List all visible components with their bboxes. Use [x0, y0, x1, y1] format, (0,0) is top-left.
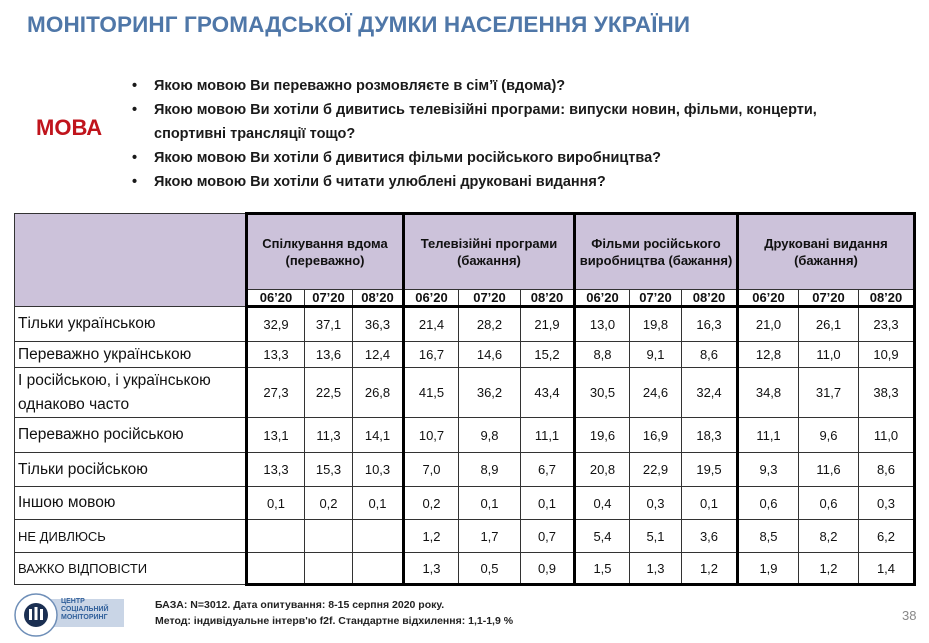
question-item: • Якою мовою Ви переважно розмовляєте в сім’ї (вдома)?: [130, 74, 834, 98]
group-header-films: Фільми російського виробництва (бажання): [575, 214, 738, 290]
value-cell: 16,7: [404, 342, 459, 368]
period-header: 07’20: [459, 290, 521, 307]
value-cell: 0,1: [682, 487, 738, 520]
value-cell: 5,4: [575, 520, 630, 553]
period-header: 07’20: [799, 290, 859, 307]
value-cell: 27,3: [247, 368, 305, 418]
row-label: Тільки українською: [15, 307, 247, 342]
value-cell: 16,9: [630, 418, 682, 453]
value-cell: 8,9: [459, 453, 521, 487]
period-header: 06’20: [404, 290, 459, 307]
period-header: 06’20: [738, 290, 799, 307]
value-cell: 43,4: [521, 368, 575, 418]
period-header: 08’20: [682, 290, 738, 307]
group-header-home: Спілкування вдома (переважно): [247, 214, 404, 290]
value-cell: 22,9: [630, 453, 682, 487]
method-note: Метод: індивідуальне інтерв'ю f2f. Стандартне відхилення: 1,1-1,9 %: [155, 615, 514, 627]
value-cell: 34,8: [738, 368, 799, 418]
value-cell: 8,5: [738, 520, 799, 553]
value-cell: 9,3: [738, 453, 799, 487]
value-cell: 1,7: [459, 520, 521, 553]
value-cell: 19,5: [682, 453, 738, 487]
value-cell: 15,2: [521, 342, 575, 368]
value-cell: 0,5: [459, 553, 521, 585]
value-cell: 13,3: [247, 342, 305, 368]
value-cell: 0,9: [521, 553, 575, 585]
row-label: Іншою мовою: [15, 487, 247, 520]
table-row: [15, 418, 915, 453]
value-cell: 11,3: [305, 418, 353, 453]
value-cell: 0,3: [859, 487, 915, 520]
value-cell: 9,6: [799, 418, 859, 453]
value-cell: 36,2: [459, 368, 521, 418]
value-cell: 1,2: [799, 553, 859, 585]
value-cell: 18,3: [682, 418, 738, 453]
value-cell: 11,0: [859, 418, 915, 453]
table-row: [15, 487, 915, 520]
question-item: • Якою мовою Ви хотіли б читати улюблені друковані видання?: [130, 170, 834, 194]
value-cell: 32,9: [247, 307, 305, 342]
value-cell: 10,7: [404, 418, 459, 453]
value-cell: 8,6: [682, 342, 738, 368]
slide-title: МОНІТОРИНГ ГРОМАДСЬКОЇ ДУМКИ НАСЕЛЕННЯ УКРАЇНИ: [27, 12, 691, 37]
value-cell: 16,3: [682, 307, 738, 342]
row-label: Переважно українською: [15, 342, 247, 368]
value-cell: 10,3: [353, 453, 404, 487]
value-cell: 22,5: [305, 368, 353, 418]
value-cell: 0,2: [404, 487, 459, 520]
value-cell: 9,8: [459, 418, 521, 453]
value-cell: 1,3: [404, 553, 459, 585]
value-cell: [305, 520, 353, 553]
value-cell: 26,8: [353, 368, 404, 418]
value-cell: 15,3: [305, 453, 353, 487]
topic-label: МОВА: [36, 115, 103, 140]
value-cell: 7,0: [404, 453, 459, 487]
value-cell: 31,7: [799, 368, 859, 418]
table-row: [15, 453, 915, 487]
value-cell: 0,3: [630, 487, 682, 520]
value-cell: 11,1: [738, 418, 799, 453]
period-header: 06’20: [575, 290, 630, 307]
value-cell: [353, 553, 404, 585]
value-cell: 32,4: [682, 368, 738, 418]
value-cell: 36,3: [353, 307, 404, 342]
table-body: [15, 307, 915, 585]
value-cell: 0,2: [305, 487, 353, 520]
value-cell: 26,1: [799, 307, 859, 342]
value-cell: 11,6: [799, 453, 859, 487]
value-cell: 41,5: [404, 368, 459, 418]
table-row: [15, 520, 915, 553]
value-cell: 9,1: [630, 342, 682, 368]
bullet-icon: •: [132, 78, 138, 94]
value-cell: [247, 520, 305, 553]
value-cell: 38,3: [859, 368, 915, 418]
value-cell: 0,6: [738, 487, 799, 520]
value-cell: 11,1: [521, 418, 575, 453]
period-header: 08’20: [353, 290, 404, 307]
footer-notes: [155, 597, 513, 629]
value-cell: 1,5: [575, 553, 630, 585]
value-cell: 0,1: [247, 487, 305, 520]
value-cell: 12,8: [738, 342, 799, 368]
row-label: І російською, і українською однаково часто: [15, 368, 247, 418]
value-cell: 30,5: [575, 368, 630, 418]
value-cell: 21,4: [404, 307, 459, 342]
question-item: • Якою мовою Ви хотіли б дивитись телевізійні програми: випуски новин, фільми, концерти, спортивні трансляції тощо?: [130, 98, 834, 146]
results-table: [14, 212, 916, 586]
value-cell: 1,4: [859, 553, 915, 585]
value-cell: 1,2: [404, 520, 459, 553]
value-cell: 6,7: [521, 453, 575, 487]
period-header: 07’20: [305, 290, 353, 307]
value-cell: 8,6: [859, 453, 915, 487]
period-header: 08’20: [859, 290, 915, 307]
value-cell: [353, 520, 404, 553]
value-cell: 0,7: [521, 520, 575, 553]
value-cell: 14,1: [353, 418, 404, 453]
row-label: НЕ ДИВЛЮСЬ: [15, 520, 247, 553]
question-list: [130, 74, 834, 194]
period-header: 06’20: [247, 290, 305, 307]
row-label: ВАЖКО ВІДПОВІСТИ: [15, 553, 247, 585]
bullet-icon: •: [132, 102, 138, 118]
value-cell: [247, 553, 305, 585]
table-row: [15, 368, 915, 418]
row-label: Тільки російською: [15, 453, 247, 487]
value-cell: 24,6: [630, 368, 682, 418]
group-header-print: Друковані видання (бажання): [738, 214, 915, 290]
value-cell: 28,2: [459, 307, 521, 342]
value-cell: 0,1: [353, 487, 404, 520]
question-item: • Якою мовою Ви хотіли б дивитися фільми російського виробництва?: [130, 146, 834, 170]
value-cell: 1,2: [682, 553, 738, 585]
value-cell: 6,2: [859, 520, 915, 553]
value-cell: 14,6: [459, 342, 521, 368]
value-cell: 23,3: [859, 307, 915, 342]
page-number: 38: [902, 608, 917, 623]
period-header: 08’20: [521, 290, 575, 307]
value-cell: 20,8: [575, 453, 630, 487]
value-cell: 19,8: [630, 307, 682, 342]
corner-cell: [15, 214, 247, 307]
period-header: 07’20: [630, 290, 682, 307]
value-cell: 19,6: [575, 418, 630, 453]
row-label: Переважно російською: [15, 418, 247, 453]
value-cell: 13,6: [305, 342, 353, 368]
bullet-icon: •: [132, 150, 138, 166]
table-row: [15, 553, 915, 585]
logo-text: ЦЕНТР СОЦІАЛЬНИЙ МОНІТОРИНГ: [61, 598, 109, 621]
value-cell: 12,4: [353, 342, 404, 368]
bullet-icon: •: [132, 174, 138, 190]
group-header-tv: Телевізійні програми (бажання): [404, 214, 575, 290]
value-cell: 37,1: [305, 307, 353, 342]
value-cell: 1,3: [630, 553, 682, 585]
value-cell: 13,1: [247, 418, 305, 453]
value-cell: 0,1: [521, 487, 575, 520]
value-cell: 8,8: [575, 342, 630, 368]
table-row: [15, 342, 915, 368]
value-cell: 13,3: [247, 453, 305, 487]
value-cell: 5,1: [630, 520, 682, 553]
value-cell: [305, 553, 353, 585]
value-cell: 21,0: [738, 307, 799, 342]
table-row: [15, 307, 915, 342]
value-cell: 11,0: [799, 342, 859, 368]
value-cell: 13,0: [575, 307, 630, 342]
value-cell: 0,6: [799, 487, 859, 520]
group-header-row: [15, 214, 915, 290]
value-cell: 8,2: [799, 520, 859, 553]
value-cell: 10,9: [859, 342, 915, 368]
base-note: БАЗА: N=3012. Дата опитування: 8-15 серпня 2020 року.: [155, 599, 445, 611]
value-cell: 0,4: [575, 487, 630, 520]
value-cell: 3,6: [682, 520, 738, 553]
value-cell: 0,1: [459, 487, 521, 520]
logo: [14, 592, 124, 632]
value-cell: 1,9: [738, 553, 799, 585]
value-cell: 21,9: [521, 307, 575, 342]
